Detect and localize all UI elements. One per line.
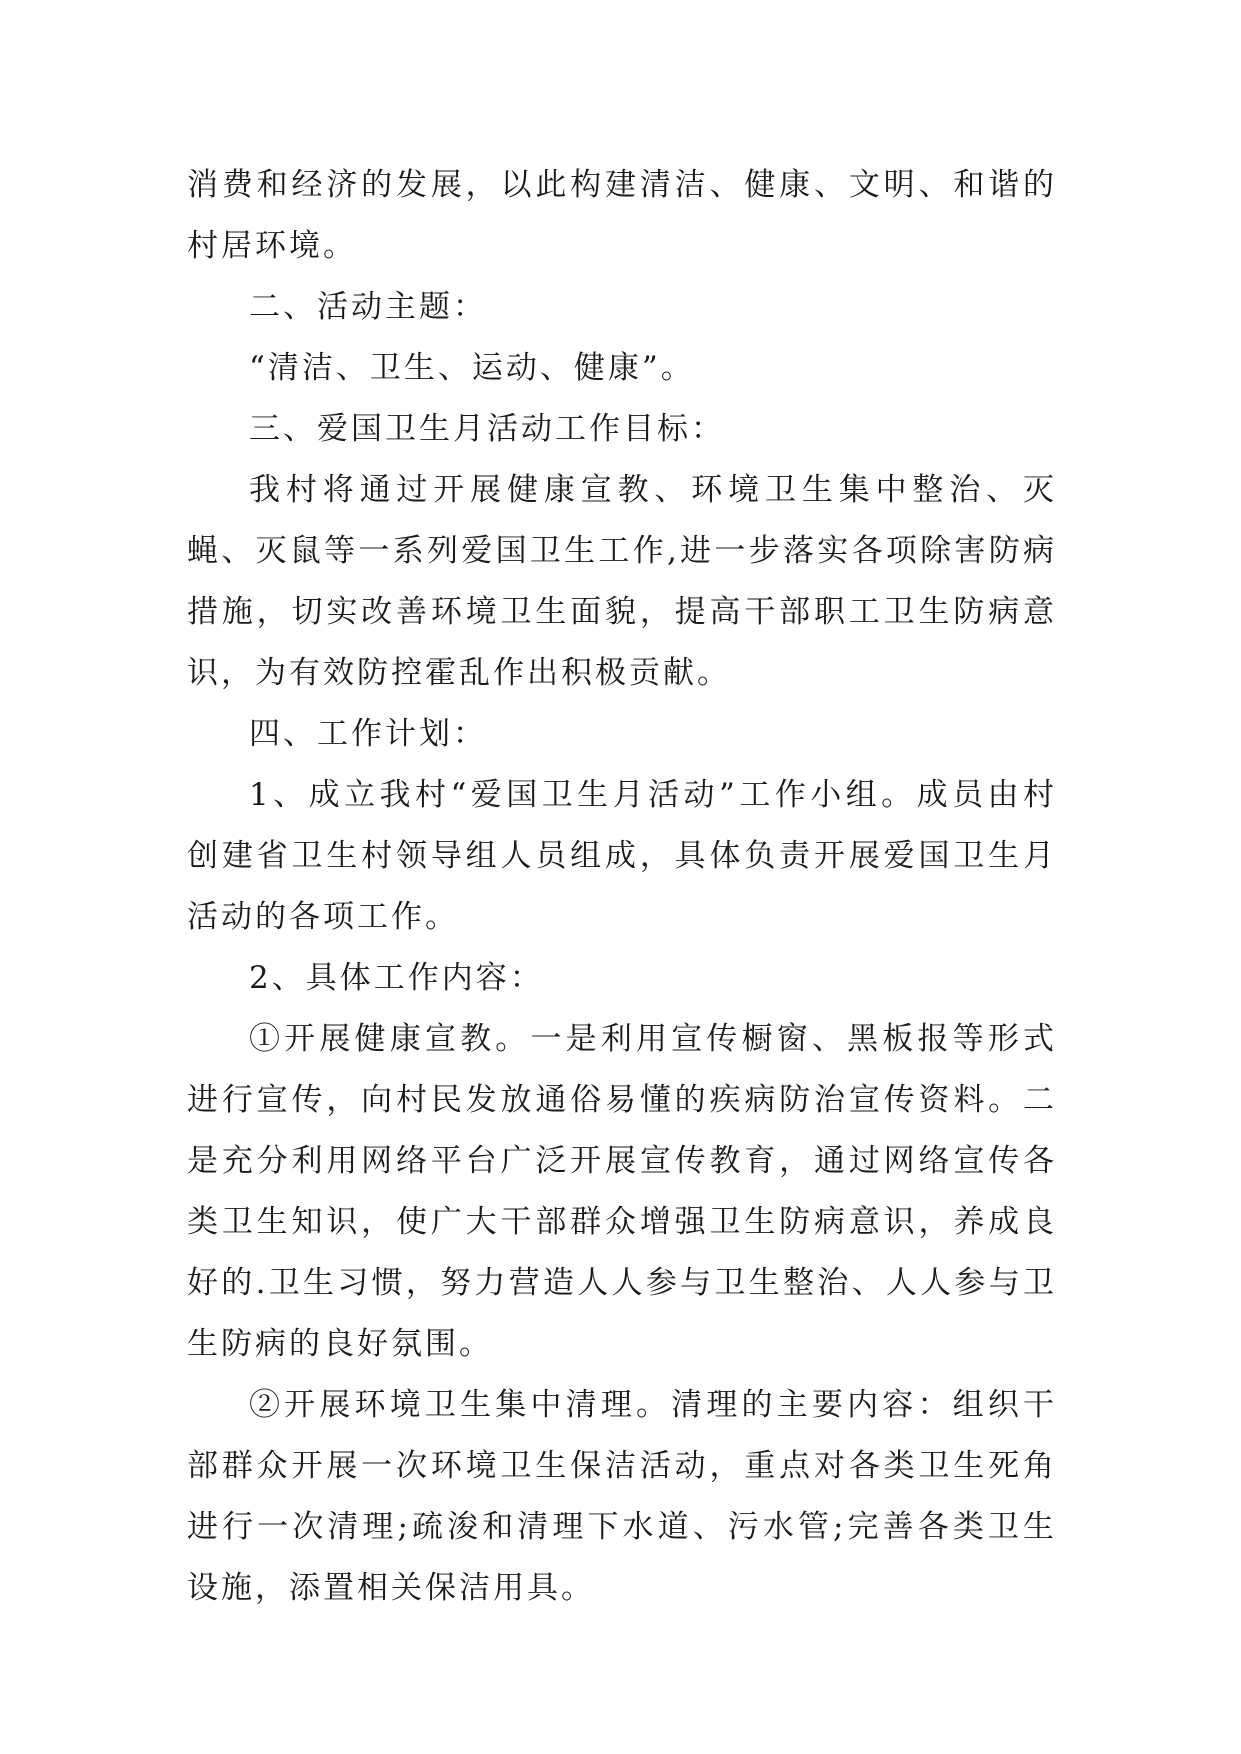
heading-work-plan: 四、工作计划： (249, 716, 487, 752)
heading-plan-item-2: 2、具体工作内容： (249, 960, 544, 996)
paragraph-work-goals: 我村将通过开展健康宣教、环境卫生集中整治、灭蝇、灭鼠等一系列爱国卫生工作,进一步落实各项除害防病措施，切实改善环境卫生面貌，提高干部职工卫生防病意识，为有效防控霍乱作出积极贡献。 (187, 472, 1057, 691)
heading-work-goals: 三、爱国卫生月活动工作目标： (249, 411, 725, 447)
paragraph-health-education: ①开展健康宣教。一是利用宣传橱窗、黑板报等形式进行宣传，向村民发放通俗易懂的疾病防治宣传资料。二是充分利用网络平台广泛开展宣传教育，通过网络宣传各类卫生知识，使广大干部群众增强卫生防病意识，养成良好的.卫生习惯，努力营造人人参与卫生整治、人人参与卫生防病的良好氛围。 (187, 1021, 1057, 1362)
paragraph-plan-item-1: 1、成立我村“爱国卫生月活动”工作小组。成员由村创建省卫生村领导组人员组成，具体负责开展爱国卫生月活动的各项工作。 (187, 777, 1057, 935)
paragraph-environment-cleanup: ②开展环境卫生集中清理。清理的主要内容：组织干部群众开展一次环境卫生保洁活动，重点对各类卫生死角进行一次清理;疏浚和清理下水道、污水管;完善各类卫生设施，添置相关保洁用具。 (187, 1387, 1057, 1606)
paragraph-theme-slogan: “清洁、卫生、运动、健康”。 (249, 350, 695, 386)
heading-activity-theme: 二、活动主题： (249, 289, 487, 325)
document-body (187, 155, 1057, 1619)
paragraph-intro-continuation: 消费和经济的发展，以此构建清洁、健康、文明、和谐的村居环境。 (187, 167, 1057, 264)
